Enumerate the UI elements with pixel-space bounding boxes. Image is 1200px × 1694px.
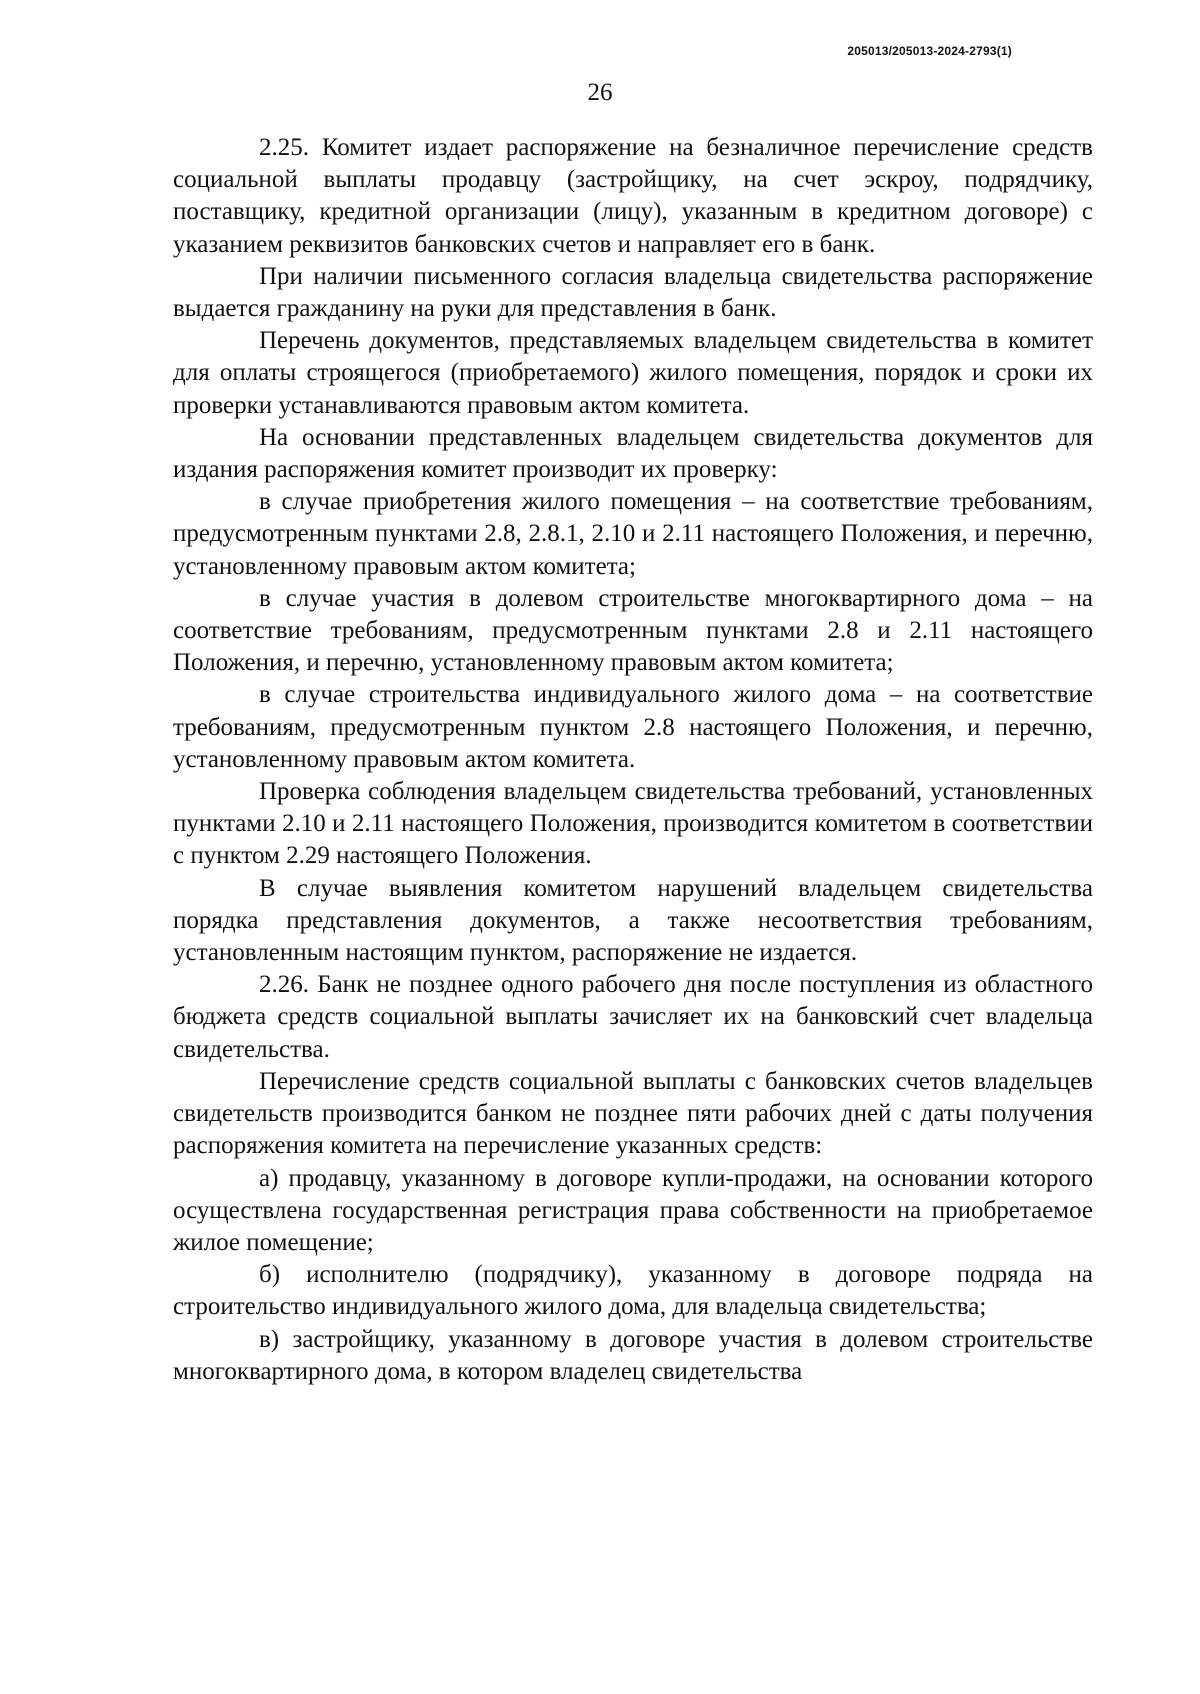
paragraph-2-26: 2.26. Банк не позднее одного рабочего дня после поступления из областного бюджета средств социальной выплаты зачисляет их на банковский счет владельца свидетельства. <box>173 971 1093 1063</box>
document-body <box>173 132 1093 1388</box>
list-item-b: б) исполнителю (подрядчику), указанному в договоре подряда на строительство индивидуального жилого дома, для владельца свидетельства; <box>173 1261 1093 1321</box>
page-number: 26 <box>587 79 613 106</box>
paragraph: Проверка соблюдения владельцем свидетельства требований, установленных пунктами 2.10 и 2.11 настоящего Положения, производится комитетом в соответствии с пунктом 2.29 настоящего Положения. <box>173 778 1093 870</box>
paragraph: в случае строительства индивидуального жилого дома – на соответствие требованиям, предусмотренным пунктом 2.8 настоящего Положения, и перечню, установленному правовым актом комитета. <box>173 681 1093 773</box>
paragraph: На основании представленных владельцем свидетельства документов для издания распоряжения комитет производит их проверку: <box>173 423 1093 484</box>
list-item-v: в) застройщику, указанному в договоре участия в долевом строительстве многоквартирного дома, в котором владелец свидетельства <box>173 1325 1093 1385</box>
paragraph: в случае приобретения жилого помещения – на соответствие требованиям, предусмотренным пунктами 2.8, 2.8.1, 2.10 и 2.11 настоящего Положения, и перечню, установленному правовым актом комитета; <box>173 488 1093 580</box>
paragraph-2-25: 2.25. Комитет издает распоряжение на безналичное перечисление средств социальной выплаты продавцу (застройщику, на счет эскроу, подрядчику, поставщику, кредитной организации (лицу), указанным в кредитном договоре) с указанием реквизитов банковских счетов и направляет его в банк. <box>173 134 1093 258</box>
paragraph: При наличии письменного согласия владельца свидетельства распоряжение выдается гражданину на руки для представления в банк. <box>173 262 1093 323</box>
paragraph: Перечень документов, представляемых владельцем свидетельства в комитет для оплаты строящегося (приобретаемого) жилого помещения, порядок и сроки их проверки устанавливаются правовым актом комитета. <box>173 327 1093 419</box>
paragraph: В случае выявления комитетом нарушений владельцем свидетельства порядка представления документов, а также несоответствия требованиям, установленным настоящим пунктом, распоряжение не издается. <box>173 874 1093 967</box>
paragraph: в случае участия в долевом строительстве многоквартирного дома – на соответствие требованиям, предусмотренным пунктами 2.8 и 2.11 настоящего Положения, и перечню, установленному правовым актом комитета; <box>173 584 1093 677</box>
document-id: 205013/205013-2024-2793(1) <box>847 44 1012 58</box>
list-item-a: а) продавцу, указанному в договоре купли-продажи, на основании которого осуществлена государственная регистрация права собственности на приобретаемое жилое помещение; <box>173 1164 1093 1256</box>
paragraph: Перечисление средств социальной выплаты с банковских счетов владельцев свидетельств производится банком не позднее пяти рабочих дней с даты получения распоряжения комитета на перечисление указанных средств: <box>173 1067 1093 1160</box>
